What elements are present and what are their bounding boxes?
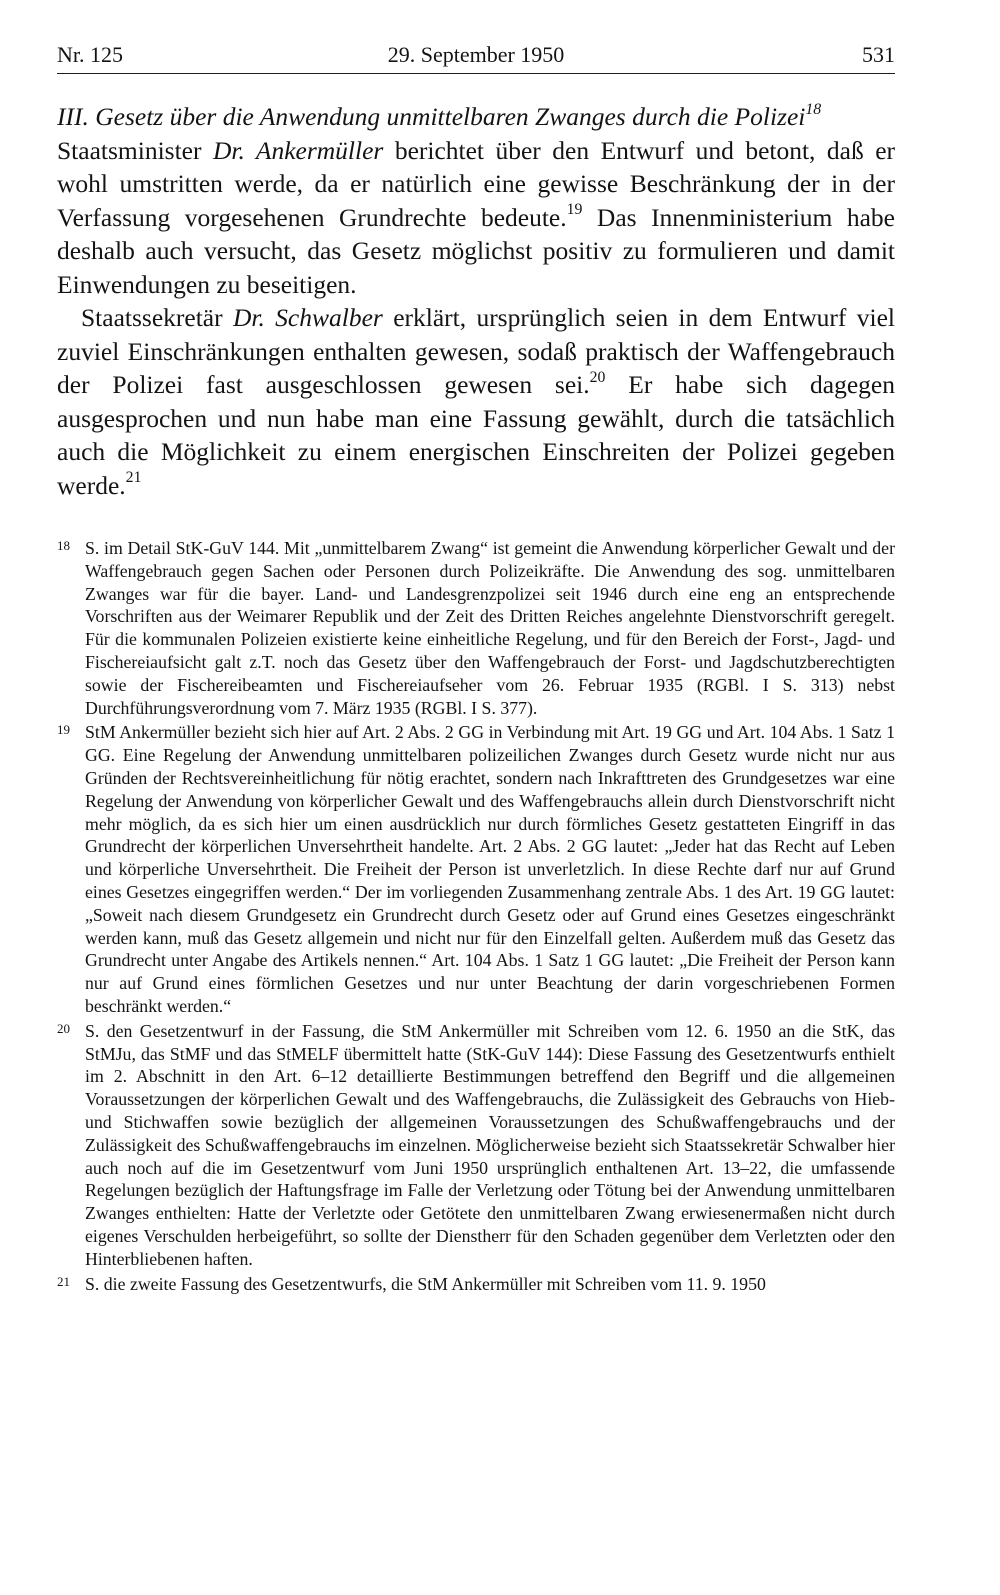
paragraph-text: Staatssekretär bbox=[81, 303, 233, 332]
footnote bbox=[57, 1020, 895, 1271]
footnote-number: 18 bbox=[57, 538, 70, 553]
paragraph-text: Staatsminister bbox=[57, 135, 213, 165]
paragraph-ankermueller bbox=[57, 134, 895, 302]
footnote-text: StM Ankermüller bezieht sich hier auf Art. 2 Abs. 2 GG in Verbindung mit Art. 19 GG und Art. 104 Abs. 1 Satz 1 GG. Eine Regelung der Anwendung unmittelbaren polizeilichen Zwanges durch Gesetz wurde nicht nur aus Gründen der Rechtsvereinheitlichung für nötig erachtet, sondern nach Inkrafttreten des Grundgesetzes war eine Regelung der Anwendung von körperlicher Gewalt und des Waffengebrauchs allein durch Dienstvorschrift nicht mehr möglich, da es sich hier um einen ausdrücklich nur durch förmliches Gesetz gestatteten Eingriff in das Grundrecht der körperlichen Unversehrtheit handelte. Art. 2 Abs. 2 GG lautet: „Jeder hat das Recht auf Leben und körperliche Unversehrtheit. Die Freiheit der Person ist unverletzlich. In diese Rechte darf nur auf Grund eines Gesetzes eingegriffen werden.“ Der im vorliegenden Zusammenhang zentrale Abs. 1 des Art. 19 GG lautet: „Soweit nach diesem Grundgesetz ein Grundrecht durch Gesetz oder auf Grund eines Gesetzes eingeschränkt werden kann, muß das Gesetz allgemein und nicht nur für den Einzelfall gelten. Außerdem muß das Gesetz das Grundrecht unter Angabe des Artikels nennen.“ Art. 104 Abs. 1 Satz 1 GG lautet: „Die Freiheit der Person kann nur auf Grund eines förmlichen Gesetzes und nur unter Beachtung der darin vorgeschriebenen Formen beschränkt werden.“ bbox=[85, 722, 895, 1016]
header-rule bbox=[57, 73, 895, 74]
section-heading-text: III. Gesetz über die Anwendung unmittelbaren Zwanges durch die Polizei bbox=[57, 102, 806, 131]
header-date: 29. September 1950 bbox=[387, 42, 565, 67]
footnote-ref: 21 bbox=[125, 469, 142, 487]
footnote-text: S. die zweite Fassung des Gesetzentwurfs, die StM Ankermüller mit Schreiben vom 11. 9. 1950 bbox=[85, 1273, 766, 1294]
paragraph-text: erklärt, ursprünglich seien in dem Entwurf viel zuviel Einschränkungen enthalten gewesen, sodaß praktisch der Waffengebrauch der Polizei fast ausgeschlossen gewesen sei. bbox=[57, 303, 895, 399]
paragraph-schwalber bbox=[57, 301, 895, 502]
paragraph-text: berichtet über den Entwurf und betont, daß er wohl umstritten werde, da er natürlich eine gewisse Beschränkung der in der Verfassung vorgesehenen Grundrechte bedeute. bbox=[57, 135, 896, 232]
footnote-ref: 20 bbox=[589, 368, 606, 386]
main-text bbox=[57, 100, 895, 502]
footnote-number: 19 bbox=[57, 722, 70, 738]
footnote-ref: 18 bbox=[805, 100, 822, 118]
footnote bbox=[57, 721, 895, 1017]
speaker-name: Dr. Ankermüller bbox=[212, 135, 384, 165]
footnote-text: S. im Detail StK-GuV 144. Mit „unmittelbarem Zwang“ ist gemeint die Anwendung körperlicher Gewalt und der Waffengebrauch gegen Sachen oder Personen durch Polizeikräfte. Die Anwendung des sog. unmittelbaren Zwanges war für die bayer. Land- und Landesgrenzpolizei seit 1946 durch eine eng an entsprechende Vorschriften aus der Weimarer Republik und der Zeit des Dritten Reiches angelehnte Dienstvorschrift geregelt. Für die kommunalen Polizeien existierte keine einheitliche Regelung, und für den Bereich der Forst-, Jagd- und Fischereiaufsicht galt z.T. noch das Gesetz über den Waffengebrauch der Forst- und Jagdschutzberechtigten sowie der Fischereibeamten und Fischereiaufseher vom 26. Februar 1935 (RGBl. I S. 313) nebst Durchführungsverordnung vom 7. März 1935 (RGBl. I S. 377). bbox=[85, 538, 895, 718]
issue-number: Nr. 125 bbox=[57, 42, 123, 67]
paragraph-text: Er habe sich dagegen ausgesprochen und nun habe man eine Fassung gewählt, durch die tatsächlich auch die Möglichkeit zu einem energischen Einschreiten der Polizei gegeben werde. bbox=[57, 370, 895, 500]
footnote bbox=[57, 537, 895, 719]
footnotes bbox=[57, 537, 895, 1297]
footnote-text: S. den Gesetzentwurf in der Fassung, die StM Ankermüller mit Schreiben vom 12. 6. 1950 an die StK, das StMJu, das StMF und das StMELF übermittelt hatte (StK-GuV 144): Diese Fassung des Gesetzentwurfs enthielt im 2. Abschnitt in den Art. 6–12 detaillierte Bestimmungen betreffend den Begriff und die allgemeinen Voraussetzungen der körperlichen Gewalt und des Waffengebrauchs, die Zulässigkeit des Gebrauchs von Hieb- und Stichwaffen sowie bezüglich der allgemeinen Voraussetzungen des Schußwaffengebrauchs und der Zulässigkeit des Schußwaffengebrauchs im einzelnen. Möglicherweise bezieht sich Staatssekretär Schwalber hier auch noch auf die im Gesetzentwurf vom Juni 1950 ursprünglich enthaltenen Art. 13–22, die umfassende Regelungen bezüglich der Haftungsfrage im Falle der Verletzung oder Tötung bei der Anwendung unmittelbaren Zwanges enthielten: Hatte der Verletzte oder Getötete den unmittelbaren Zwang erwiesenermaßen nicht durch eigenes Verschulden herbeigeführt, so sollte der Dienstherr für den Schaden gegenüber dem Verletzten oder den Hinterbliebenen haften. bbox=[85, 1020, 895, 1269]
footnote-ref: 19 bbox=[566, 201, 583, 219]
speaker-name: Dr. Schwalber bbox=[232, 303, 383, 332]
running-header bbox=[57, 40, 895, 70]
section-heading bbox=[57, 100, 895, 134]
page-number: 531 bbox=[862, 42, 895, 67]
paragraph-text: Das Innenministerium habe deshalb auch versucht, das Gesetz möglichst positiv zu formulieren und damit Einwendungen zu beseitigen. bbox=[57, 202, 895, 299]
footnote-number: 21 bbox=[57, 1273, 70, 1289]
footnote bbox=[57, 1273, 895, 1296]
footnote-number: 20 bbox=[57, 1020, 70, 1036]
